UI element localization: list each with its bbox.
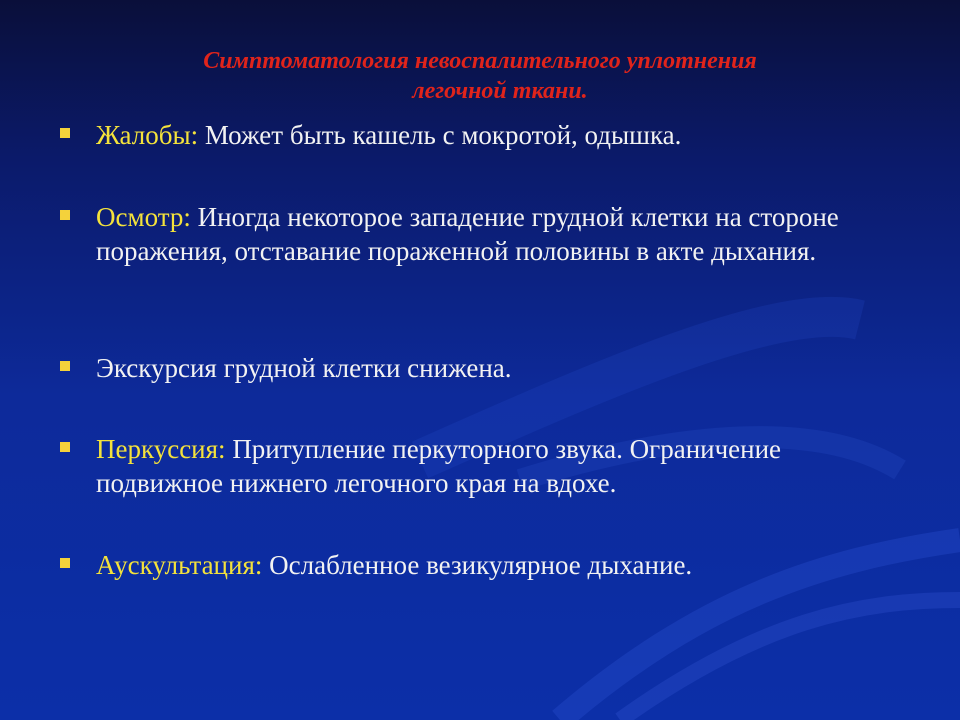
bullet-text: Иногда некоторое западение грудной клетки на стороне поражения, отставание пораженной половины в акте дыхания.: [96, 202, 839, 266]
square-bullet-icon: [60, 128, 70, 138]
bullet-key: Осмотр:: [96, 202, 191, 232]
bullet-item-excursion: [60, 351, 880, 385]
bullet-item-inspection: [60, 200, 880, 268]
bullet-key: Перкуссия:: [96, 434, 226, 464]
slide-title-line-2: легочной ткани.: [412, 78, 588, 104]
bullet-item-auscultation: [60, 548, 880, 582]
square-bullet-icon: [60, 558, 70, 568]
bullet-key: Аускультация:: [96, 550, 263, 580]
bullet-item-percussion: [60, 432, 880, 500]
bullet-text: Может быть кашель с мокротой, одышка.: [198, 120, 682, 150]
bullet-text: Ослабленное везикулярное дыхание.: [262, 550, 693, 580]
bullet-text: Притупление перкуторного звука. Ограничение подвижное нижнего легочного края на вдохе.: [96, 434, 782, 498]
square-bullet-icon: [60, 210, 70, 220]
square-bullet-icon: [60, 361, 70, 371]
bullet-key: Жалобы:: [96, 120, 199, 150]
slide-title: [120, 46, 840, 106]
bullet-item-complaints: [60, 118, 880, 152]
square-bullet-icon: [60, 442, 70, 452]
slide-title-line-1: Симптоматология невоспалительного уплотнения: [203, 48, 757, 74]
bullet-text: Экскурсия грудной клетки снижена.: [96, 353, 512, 383]
